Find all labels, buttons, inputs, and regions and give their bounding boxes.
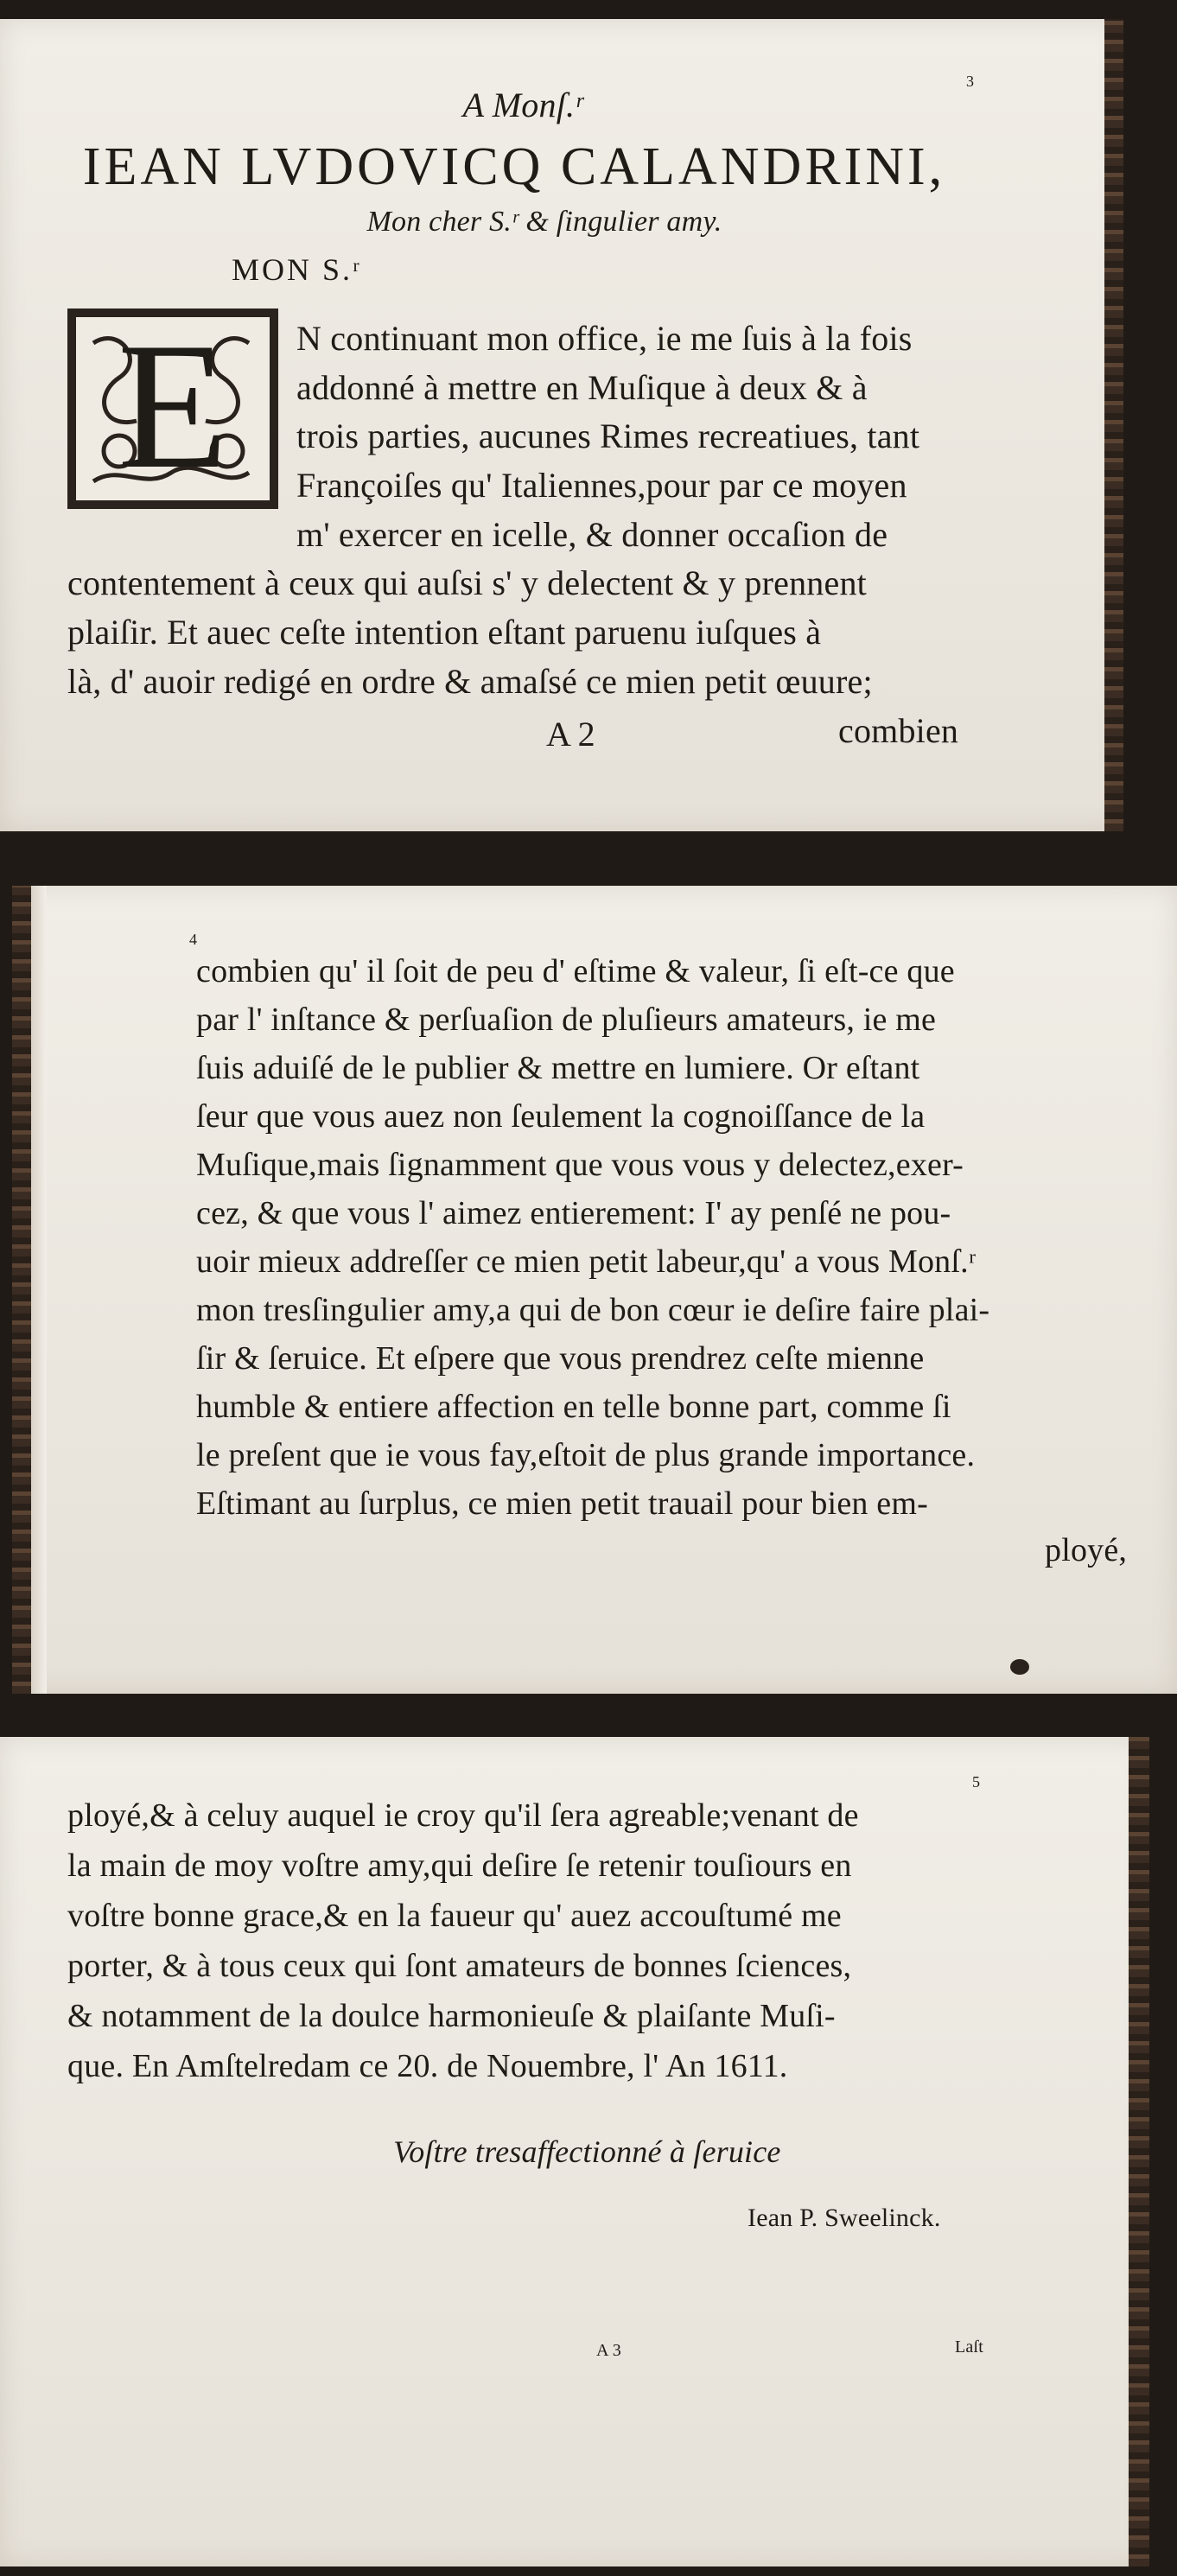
text-line: & notamment de la doulce harmonieuſe & plaiſante Muſi- — [67, 1998, 836, 2034]
text-line: cez, & que vous l' aimez entierement: I' ay penſé ne pou- — [196, 1195, 951, 1231]
text-line: par l' inſtance & perſuaſion de pluſieurs amateurs, ie me — [196, 1002, 937, 1038]
salutation: MON S.ʳ — [232, 252, 362, 287]
text-line: voſtre bonne grace,& en la faueur qu' auez accouſtumé me — [67, 1898, 842, 1934]
page-1 — [0, 19, 1123, 831]
text-line: ſir & ſeruice. Et eſpere que vous prendrez ceſte mienne — [196, 1340, 925, 1377]
text-line: Françoiſes qu' Italiennes,pour par ce moyen — [296, 466, 907, 505]
text-line: mon tresſingulier amy,a qui de bon cœur ie deſire faire plai- — [196, 1292, 990, 1328]
initial-letter: E — [117, 306, 229, 506]
text-line: combien qu' il ſoit de peu d' eſtime & valeur, ſi eſt-ce que — [196, 953, 955, 989]
text-line: ſuis aduiſé de le publier & mettre en lumiere. Or eſtant — [196, 1050, 920, 1086]
folio: 5 — [972, 1773, 980, 1790]
heading-prefix: A Monſ.ʳ — [462, 86, 583, 124]
text-line: plaiſir. Et auec ceſte intention eſtant paruenu iuſques à — [67, 613, 822, 652]
text-line: N continuant mon office, ie me ſuis à la fois — [296, 319, 913, 358]
ink-blot-icon — [1010, 1659, 1029, 1675]
text-line: contentement à ceux qui auſsi s' y delectent & y prennent — [67, 563, 867, 602]
text-line: que. En Amſtelredam ce 20. de Nouembre, l' An 1611. — [67, 2048, 788, 2084]
signature-mark: A 2 — [546, 715, 595, 754]
text-line: ſeur que vous auez non ſeulement la cognoiſſance de la — [196, 1098, 926, 1135]
text-line: là, d' auoir redigé en ordre & amaſsé ce mien petit œuure; — [67, 662, 873, 701]
text-line: Eſtimant au ſurplus, ce mien petit trauail pour bien em- — [196, 1485, 928, 1522]
text-line: Muſique,mais ſignamment que vous vous y delectez,exer- — [196, 1147, 964, 1183]
page-3 — [0, 1737, 1149, 2566]
page-2 — [12, 886, 1177, 1694]
heading-name: IEAN LVDOVICQ CALANDRINI, — [82, 137, 946, 196]
text-line: porter, & à tous ceux qui ſont amateurs de bonnes ſciences, — [67, 1948, 852, 1984]
catchword: Laſt — [955, 2337, 984, 2357]
text-line: humble & entiere affection en telle bonne part, comme ſi — [196, 1389, 951, 1425]
closing-formula: Voſtre tresaffectionné à ſeruice — [393, 2134, 781, 2169]
signature-name: Iean P. Sweelinck. — [748, 2204, 941, 2232]
catchword: combien — [838, 711, 959, 750]
text-line: m' exercer en icelle, & donner occaſion de — [296, 515, 888, 554]
folio: 4 — [189, 931, 197, 948]
folio: 3 — [966, 73, 974, 90]
text-line: le preſent que ie vous fay,eſtoit de plus grande importance. — [196, 1437, 976, 1473]
signature-mark: A 3 — [596, 2341, 621, 2360]
catchword: ployé, — [1045, 1532, 1128, 1568]
text-line: la main de moy voſtre amy,qui deſire ſe retenir touſiours en — [67, 1848, 852, 1884]
decorated-initial — [67, 308, 278, 509]
heading-sub: Mon cher S.ʳ & ſingulier amy. — [366, 206, 722, 238]
text-line: addonné à mettre en Muſique à deux & à — [296, 368, 868, 407]
text-line: uoir mieux addreſſer ce mien petit labeur,qu' a vous Monſ.ʳ — [196, 1243, 977, 1280]
text-line: trois parties, aucunes Rimes recreatiues, tant — [296, 417, 920, 455]
text-line: ployé,& à celuy auquel ie croy qu'il ſera agreable;venant de — [67, 1797, 859, 1834]
